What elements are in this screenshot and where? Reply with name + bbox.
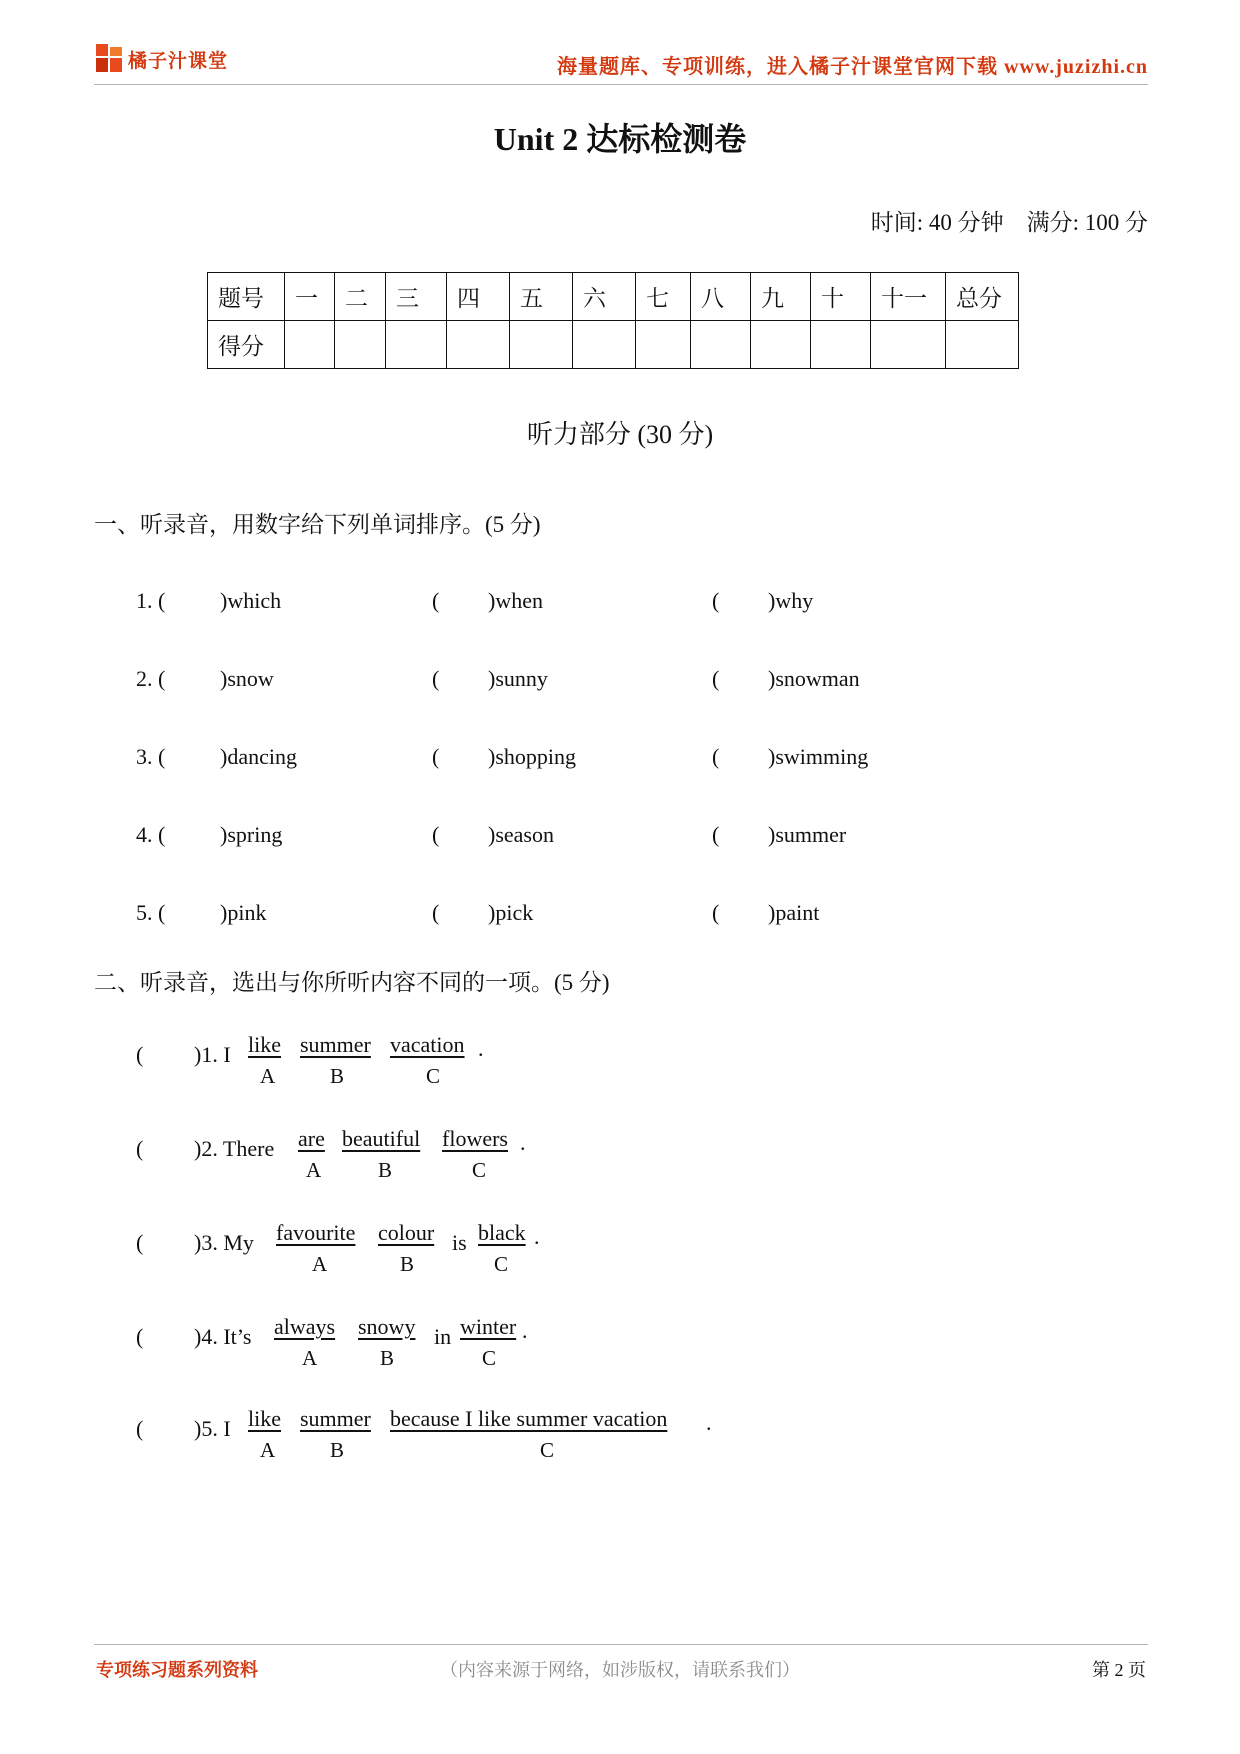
header-divider <box>94 84 1148 85</box>
answer-paren: ( <box>136 1042 144 1067</box>
option-c-label: C <box>540 1438 555 1462</box>
option-c-label: C <box>472 1158 487 1182</box>
answer-word: )spring <box>220 822 283 847</box>
option-c-text: black <box>478 1220 526 1245</box>
question-prefix: )3. My <box>194 1230 254 1255</box>
option-c-text: flowers <box>442 1126 508 1151</box>
score-cell[interactable] <box>871 321 946 369</box>
table-header-cell: 三 <box>386 273 447 321</box>
sentence-end: . <box>534 1224 540 1249</box>
option-c-label: C <box>494 1252 509 1276</box>
question-prefix: )2. There <box>194 1136 275 1161</box>
option-a-label: A <box>302 1346 318 1370</box>
option-b-text: summer <box>300 1032 371 1057</box>
option-c-text: winter <box>460 1314 517 1339</box>
table-header-cell: 四 <box>447 273 510 321</box>
page-title: Unit 2 达标检测卷 <box>493 121 747 157</box>
section-title-listening: 听力部分 (30 分) <box>526 420 714 449</box>
option-c-label: C <box>482 1346 497 1370</box>
question-number: 1. ( <box>136 588 166 613</box>
score-cell[interactable] <box>811 321 871 369</box>
answer-word: )swimming <box>768 744 869 769</box>
sentence-word: is <box>452 1230 467 1255</box>
time-score-info: 时间: 40 分钟 满分: 100 分 <box>870 210 1148 235</box>
header-slogan[interactable]: 海量题库、专项训练，进入橘子汁课堂官网下载 www.juzizhi.cn <box>557 56 1148 78</box>
answer-word: )summer <box>768 822 847 847</box>
brand-logo-icon <box>96 44 124 74</box>
table-header-cell: 一 <box>285 273 335 321</box>
option-b-text: colour <box>378 1220 435 1245</box>
option-b-label: B <box>380 1346 395 1370</box>
score-cell[interactable] <box>751 321 811 369</box>
option-a-label: A <box>312 1252 328 1276</box>
option-a-text: like <box>248 1406 281 1431</box>
option-b-label: B <box>330 1438 345 1462</box>
table-header-cell: 七 <box>636 273 691 321</box>
question-number: 2. ( <box>136 666 166 691</box>
answer-word: )season <box>488 822 554 847</box>
option-c-text: because I like summer vacation <box>390 1406 668 1431</box>
option-b-label: B <box>330 1064 345 1088</box>
answer-paren: ( <box>136 1324 144 1349</box>
table-header-cell: 八 <box>691 273 751 321</box>
score-cell[interactable] <box>285 321 335 369</box>
score-cell[interactable] <box>946 321 1019 369</box>
answer-word: )dancing <box>220 744 297 769</box>
list-item <box>136 1220 836 1280</box>
list-item <box>136 1314 836 1374</box>
part2-heading: 二、听录音，选出与你所听内容不同的一项。(5 分) <box>94 970 610 995</box>
score-cell[interactable] <box>510 321 573 369</box>
answer-paren: ( <box>432 666 440 691</box>
part1-heading: 一、听录音，用数字给下列单词排序。(5 分) <box>94 512 541 537</box>
option-b-text: snowy <box>358 1314 416 1339</box>
answer-paren: ( <box>432 744 440 769</box>
table-header-cell: 六 <box>573 273 636 321</box>
option-c-text: vacation <box>390 1032 465 1057</box>
answer-word: )why <box>768 588 814 613</box>
answer-word: )pink <box>220 900 267 925</box>
option-a-label: A <box>260 1438 276 1462</box>
footer-copyright-note: （内容来源于网络，如涉版权，请联系我们） <box>440 1660 800 1680</box>
score-cell[interactable] <box>335 321 386 369</box>
sentence-end: . <box>478 1036 484 1061</box>
table-header-cell: 总分 <box>946 273 1019 321</box>
sentence-word: in <box>434 1324 452 1349</box>
table-header-cell: 十 <box>811 273 871 321</box>
table-header-cell: 九 <box>751 273 811 321</box>
table-header-cell: 五 <box>510 273 573 321</box>
table-header-cell: 二 <box>335 273 386 321</box>
question-number: 3. ( <box>136 744 166 769</box>
answer-word: )snowman <box>768 666 860 691</box>
answer-paren: ( <box>136 1136 144 1161</box>
page-number: 第 2 页 <box>1092 1660 1146 1680</box>
option-b-label: B <box>400 1252 415 1276</box>
option-b-text: summer <box>300 1406 371 1431</box>
option-a-label: A <box>306 1158 322 1182</box>
answer-paren: ( <box>432 900 440 925</box>
question-prefix: )5. I <box>194 1416 231 1441</box>
sentence-end: . <box>706 1410 712 1435</box>
question-number: 4. ( <box>136 822 166 847</box>
table-row <box>208 321 1019 369</box>
answer-paren: ( <box>712 588 720 613</box>
brand-name: 橘子汁课堂 <box>128 50 229 72</box>
score-cell[interactable] <box>691 321 751 369</box>
table-row <box>208 273 1019 321</box>
option-b-label: B <box>378 1158 393 1182</box>
answer-paren: ( <box>136 1230 144 1255</box>
answer-word: )which <box>220 588 282 613</box>
answer-word: )pick <box>488 900 534 925</box>
answer-paren: ( <box>432 822 440 847</box>
question-prefix: )4. It’s <box>194 1324 252 1349</box>
table-row-label: 得分 <box>208 321 285 369</box>
answer-paren: ( <box>712 900 720 925</box>
question-prefix: )1. I <box>194 1042 231 1067</box>
score-cell[interactable] <box>447 321 510 369</box>
answer-paren: ( <box>432 588 440 613</box>
list-item <box>136 1032 836 1092</box>
option-a-text: favourite <box>276 1220 356 1245</box>
option-a-text: always <box>274 1314 336 1339</box>
answer-paren: ( <box>136 1416 144 1441</box>
answer-word: )shopping <box>488 744 576 769</box>
answer-word: )sunny <box>488 666 548 691</box>
sentence-end: . <box>520 1130 526 1155</box>
footer-series-label: 专项练习题系列资料 <box>96 1660 258 1680</box>
answer-paren: ( <box>712 822 720 847</box>
table-header-cell: 题号 <box>208 273 285 321</box>
answer-word: )paint <box>768 900 820 925</box>
list-item <box>136 1126 836 1186</box>
answer-paren: ( <box>712 744 720 769</box>
list-item <box>136 1406 836 1466</box>
score-table <box>207 272 1019 369</box>
option-b-text: beautiful <box>342 1126 421 1151</box>
sentence-end: . <box>522 1318 528 1343</box>
score-cell[interactable] <box>386 321 447 369</box>
footer-divider <box>94 1644 1148 1645</box>
option-c-label: C <box>426 1064 441 1088</box>
score-cell[interactable] <box>636 321 691 369</box>
answer-word: )when <box>488 588 543 613</box>
score-cell[interactable] <box>573 321 636 369</box>
answer-word: )snow <box>220 666 274 691</box>
option-a-text: are <box>298 1126 325 1151</box>
answer-paren: ( <box>712 666 720 691</box>
table-header-cell: 十一 <box>871 273 946 321</box>
question-number: 5. ( <box>136 900 166 925</box>
option-a-label: A <box>260 1064 276 1088</box>
option-a-text: like <box>248 1032 281 1057</box>
